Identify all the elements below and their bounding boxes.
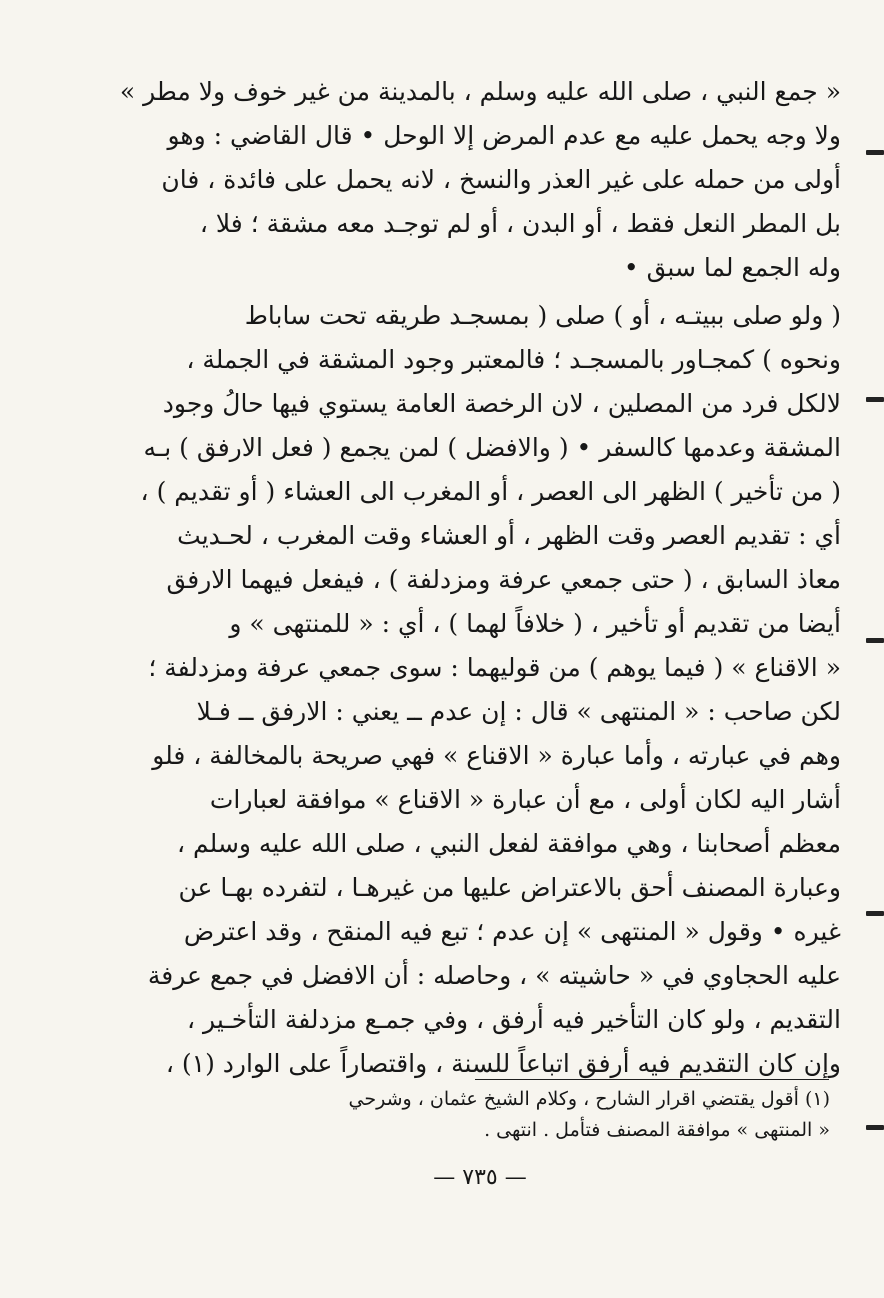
footnotes [156, 1084, 830, 1146]
paragraph-line: عليه الحجاوي في « حاشيته » ، وحاصله : أن الافضل في جمع عرفة [147, 961, 841, 990]
paragraph-line: ( ولو صلى ببيتـه ، أو ) صلى ( بمسجـد طريقه تحت ساباط [244, 301, 841, 330]
paragraph-line: وهم في عبارته ، وأما عبارة « الاقناع » فهي صريحة بالمخالفة ، فلو [152, 741, 841, 770]
paragraph-line: لكن صاحب : « المنتهى » قال : إن عدم ــ يعني : الارفق ــ فـلا [196, 697, 841, 726]
paragraph-line: معظم أصحابنا ، وهي موافقة لفعل النبي ، صلى الله عليه وسلم ، [177, 829, 841, 858]
paragraph-line: ولا وجه يحمل عليه مع عدم المرض إلا الوحل • قال القاضي : وهو [167, 121, 841, 150]
paragraph-line: التقديم ، ولو كان التأخير فيه أرفق ، وفي جمـع مزدلفة التأخـير ، [187, 1005, 841, 1034]
paragraph-line: غيره • وقول « المنتهى » إن عدم ؛ تبع فيه المنقح ، وقد اعترض [183, 917, 841, 946]
paragraph-line: « الاقناع » ( فيما يوهم ) من قوليهما : سوى جمعي عرفة ومزدلفة ؛ [148, 653, 841, 682]
paragraph-line: أي : تقديم العصر وقت الظهر ، أو العشاء وقت المغرب ، لحـديث [177, 521, 841, 550]
paragraph-line: وعبارة المصنف أحق بالاعتراض عليها من غيرهـا ، لتفرده بهـا عن [178, 873, 841, 902]
paragraph-line: ( من تأخير ) الظهر الى العصر ، أو المغرب الى العشاء ( أو تقديم ) ، [140, 477, 841, 506]
paragraph-line: « جمع النبي ، صلى الله عليه وسلم ، بالمدينة من غير خوف ولا مطر » [119, 77, 841, 106]
paragraph-line: أيضا من تقديم أو تأخير ، ( خلافاً لهما ) ، أي : « للمنتهى » و [229, 609, 841, 638]
paragraph-line: معاذ السابق ، ( حتى جمعي عرفة ومزدلفة ) ، فيفعل فيهما الارفق [166, 565, 841, 594]
paragraph-line: بل المطر النعل فقط ، أو البدن ، أو لم توجـد معه مشقة ؛ فلا ، [199, 209, 841, 238]
footnote-line: « المنتهى » موافقة المصنف فتأمل . انتهى . [484, 1119, 830, 1141]
footnote-line: (١) أقول يقتضي اقرار الشارح ، وكلام الشيخ عثمان ، وشرحي [348, 1088, 830, 1110]
margin-mark [866, 397, 884, 402]
paragraph-line: وإن كان التقديم فيه أرفق اتباعاً للسنة ، واقتصاراً على الوارد (١) ، [165, 1049, 841, 1078]
paragraph-2 [95, 294, 841, 1086]
margin-mark [866, 1125, 884, 1130]
paragraph-line: وله الجمع لما سبق • [623, 253, 841, 282]
paragraph-1 [95, 70, 841, 290]
margin-mark [866, 911, 884, 916]
paragraph-line: أولى من حمله على غير العذر والنسخ ، لانه يحمل على فائدة ، فان [161, 165, 841, 194]
paragraph-line: ونحوه ) كمجـاور بالمسجـد ؛ فالمعتبر وجود المشقة في الجملة ، [186, 345, 841, 374]
paragraph-line: المشقة وعدمها كالسفر • ( والافضل ) لمن يجمع ( فعل الارفق ) بـه [143, 433, 841, 462]
page-number: — ٧٣٥ — [433, 1165, 527, 1190]
margin-mark [866, 150, 884, 155]
footnote-divider [475, 1079, 829, 1080]
paragraph-line: لالكل فرد من المصلين ، لان الرخصة العامة يستوي فيها حالُ وجود [162, 389, 841, 418]
margin-mark [866, 638, 884, 643]
paragraph-line: أشار اليه لكان أولى ، مع أن عبارة « الاقناع » موافقة لعبارات [209, 785, 841, 814]
